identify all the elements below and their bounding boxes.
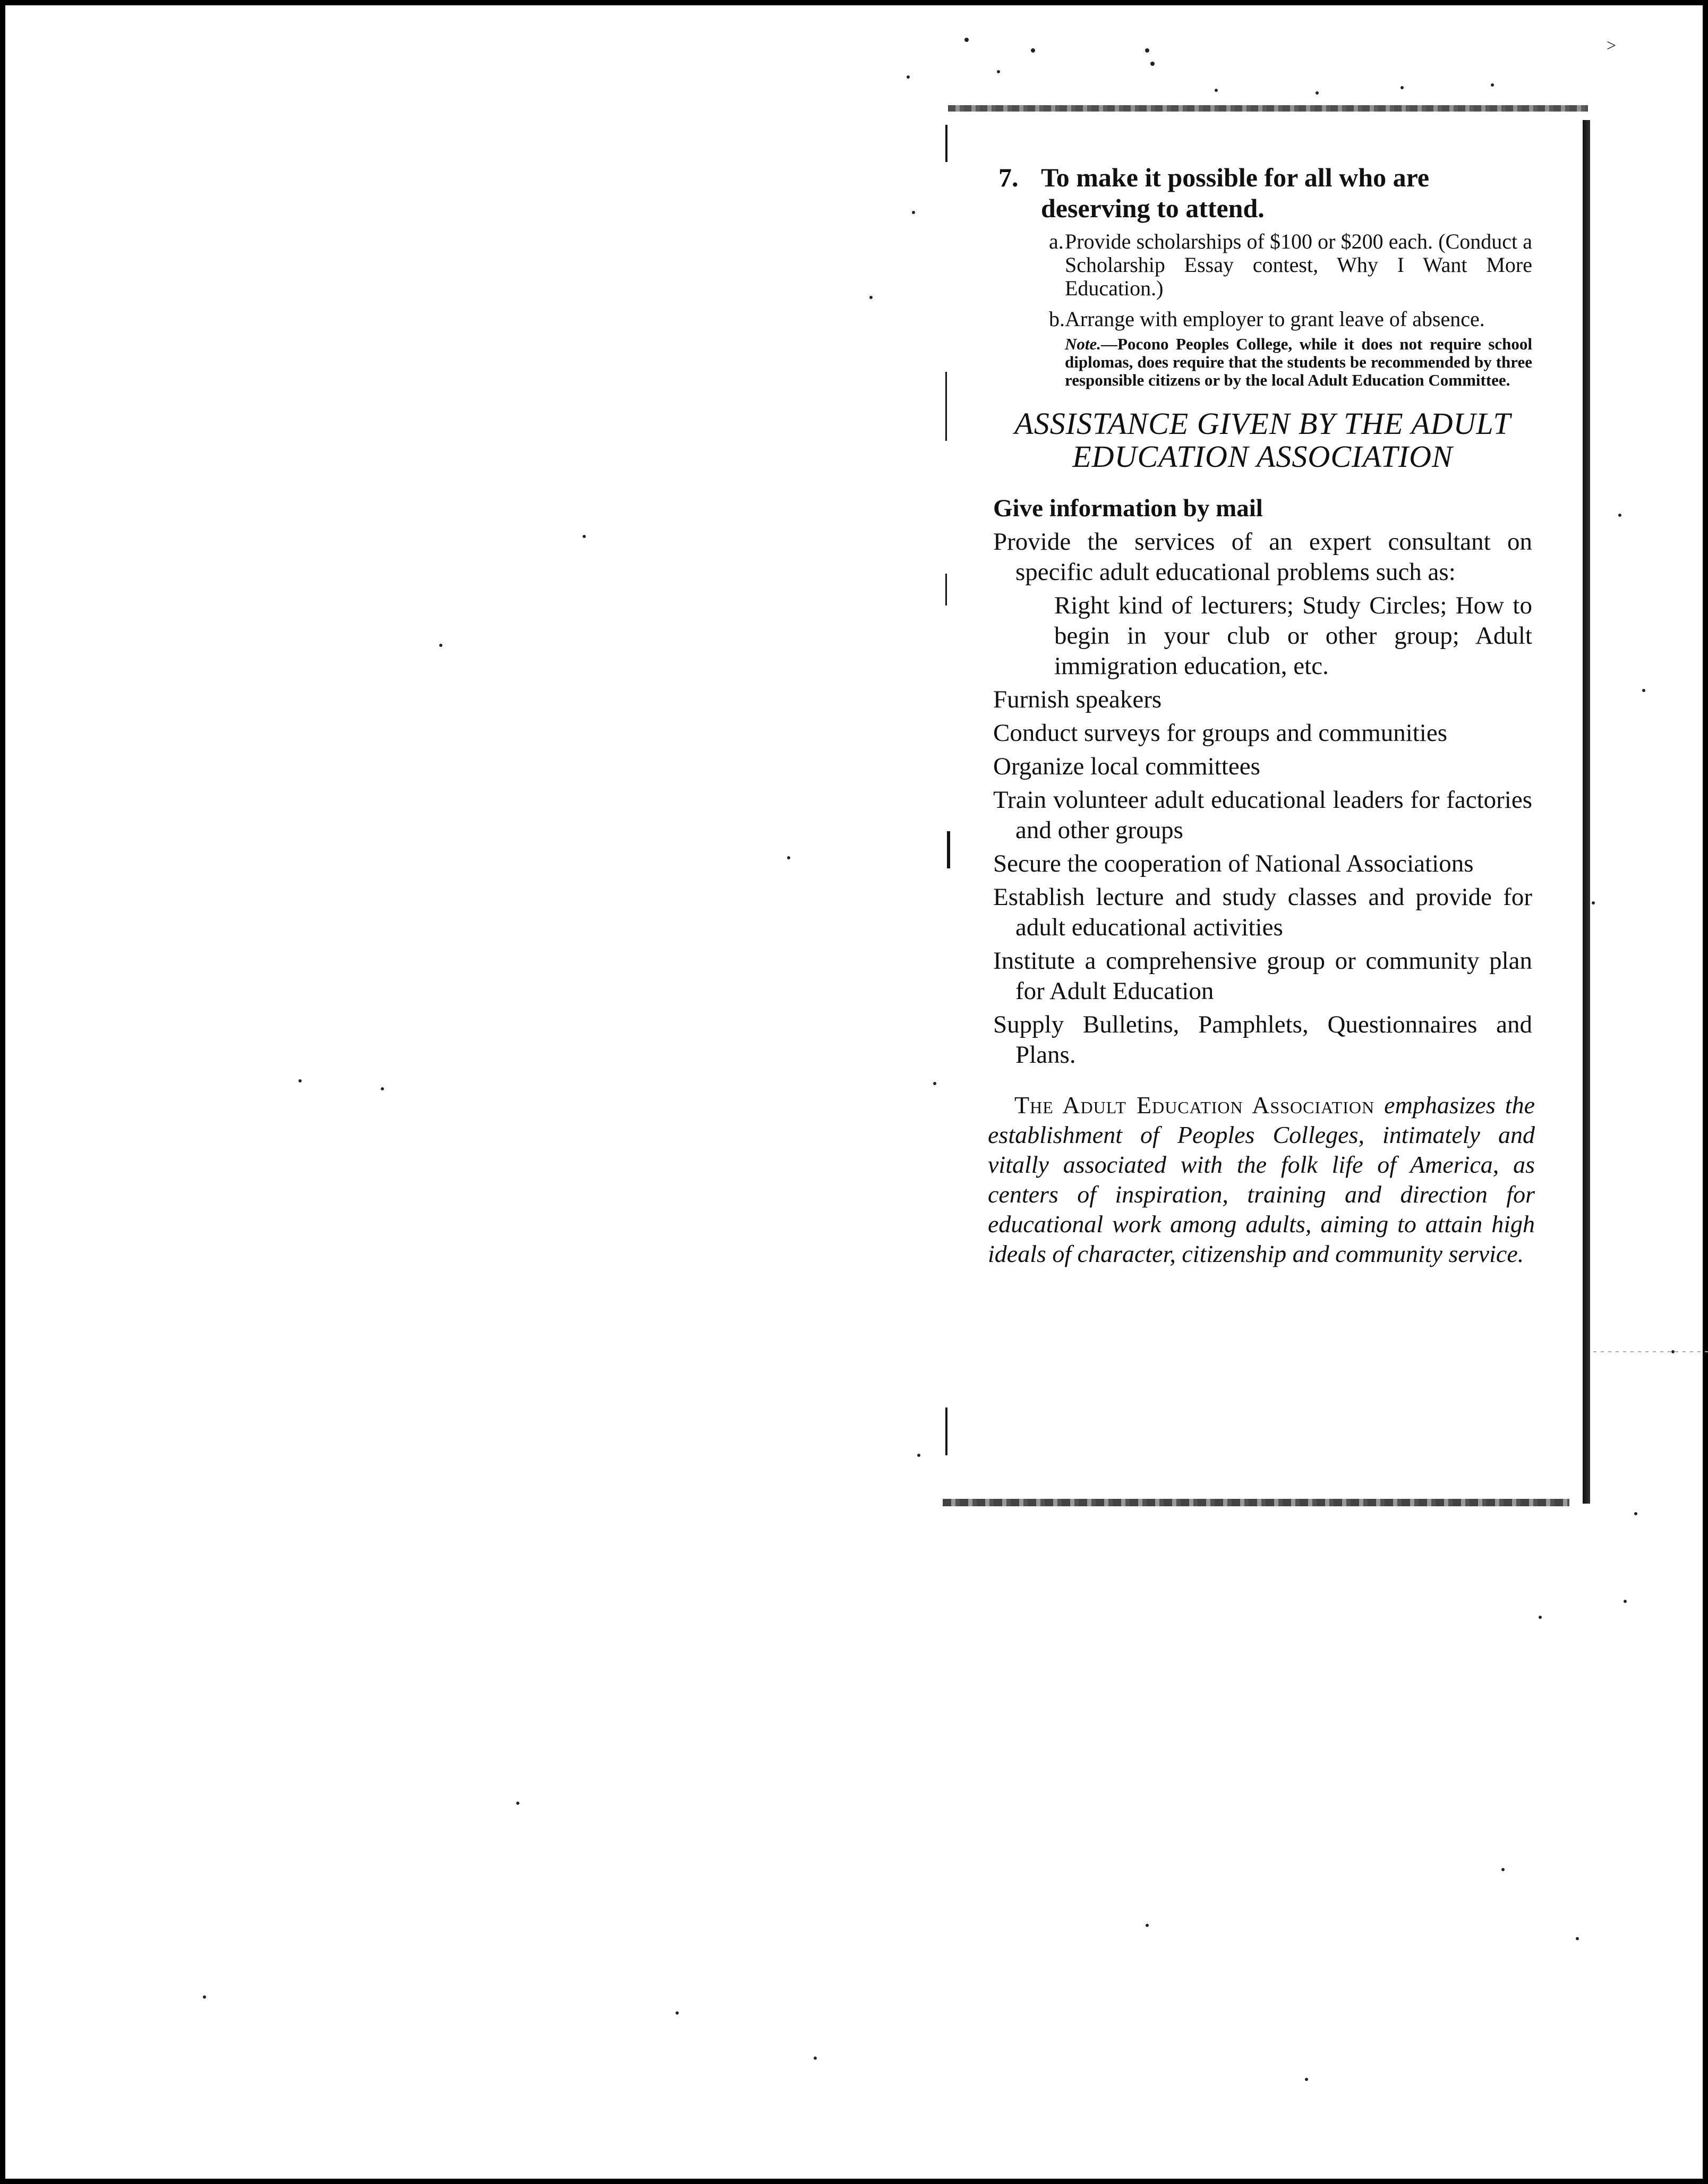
note-label: Note. bbox=[1065, 335, 1101, 353]
item-7a-text: Provide scholarships of $100 or $200 each. (Conduct a Scholarship Essay contest, Why I Want More Education.) bbox=[1065, 229, 1532, 300]
item-7a bbox=[1049, 229, 1532, 300]
list-item: Secure the cooperation of National Associations bbox=[993, 850, 1474, 877]
page-bottom-edge bbox=[943, 1499, 1569, 1506]
item-7b-label: b. bbox=[1049, 307, 1065, 331]
corner-mark: ˃ bbox=[1607, 36, 1617, 55]
item-7-text: To make it possible for all who are deserving to attend. bbox=[1041, 163, 1430, 223]
list-item: Give information by mail bbox=[993, 494, 1263, 522]
note-text: —Pocono Peoples College, while it does not require school diplomas, does require that the students be recommended by three responsible citizens or by the local Adult Education Committee. bbox=[1065, 335, 1532, 389]
note bbox=[1065, 335, 1532, 389]
page-right-edge bbox=[1583, 120, 1590, 1504]
assistance-list bbox=[993, 493, 1532, 1070]
pamphlet-content bbox=[988, 162, 1535, 1269]
list-item: Conduct surveys for groups and communities bbox=[993, 719, 1448, 747]
item-7b bbox=[1049, 307, 1532, 331]
list-item: Organize local committees bbox=[993, 753, 1260, 780]
page-left-edge bbox=[945, 574, 947, 605]
page-bracket-mark bbox=[943, 831, 950, 868]
list-item: Supply Bulletins, Pamphlets, Questionnaires and Plans. bbox=[993, 1011, 1532, 1069]
page-left-edge bbox=[945, 125, 947, 162]
list-item: Institute a comprehensive group or community plan for Adult Education bbox=[993, 947, 1532, 1005]
item-7 bbox=[998, 162, 1532, 224]
list-item-detail: Right kind of lecturers; Study Circles; How to begin in your club or other group; Adult immigration education, etc. bbox=[1054, 592, 1532, 680]
page-left-edge bbox=[945, 1407, 947, 1455]
page-top-edge bbox=[948, 105, 1588, 112]
section-heading-line-1: ASSISTANCE GIVEN BY THE ADULT bbox=[1014, 406, 1511, 441]
closing-text: emphasizes the establishment of Peoples Colleges, intimately and vitally associated with the folk life of America, as centers of inspiration, training and direction for educational work among adults, aiming to attain high ideals of character, citizenship and community service. bbox=[988, 1091, 1535, 1267]
page-left-edge bbox=[945, 372, 947, 441]
list-item: Furnish speakers bbox=[993, 686, 1162, 713]
item-7-number: 7. bbox=[998, 163, 1019, 192]
section-heading-line-2: EDUCATION ASSOCIATION bbox=[1072, 439, 1453, 474]
item-7a-label: a. bbox=[1049, 229, 1064, 253]
list-item: Train volunteer adult educational leaders for factories and other groups bbox=[993, 786, 1532, 844]
closing-paragraph bbox=[988, 1090, 1535, 1269]
list-item: Provide the services of an expert consultant on specific adult educational problems such as: bbox=[993, 528, 1532, 586]
item-7b-text: Arrange with employer to grant leave of absence. bbox=[1065, 307, 1485, 331]
organization-name: The Adult Education Association bbox=[1014, 1091, 1375, 1119]
list-item: Establish lecture and study classes and provide for adult educational activities bbox=[993, 883, 1532, 941]
